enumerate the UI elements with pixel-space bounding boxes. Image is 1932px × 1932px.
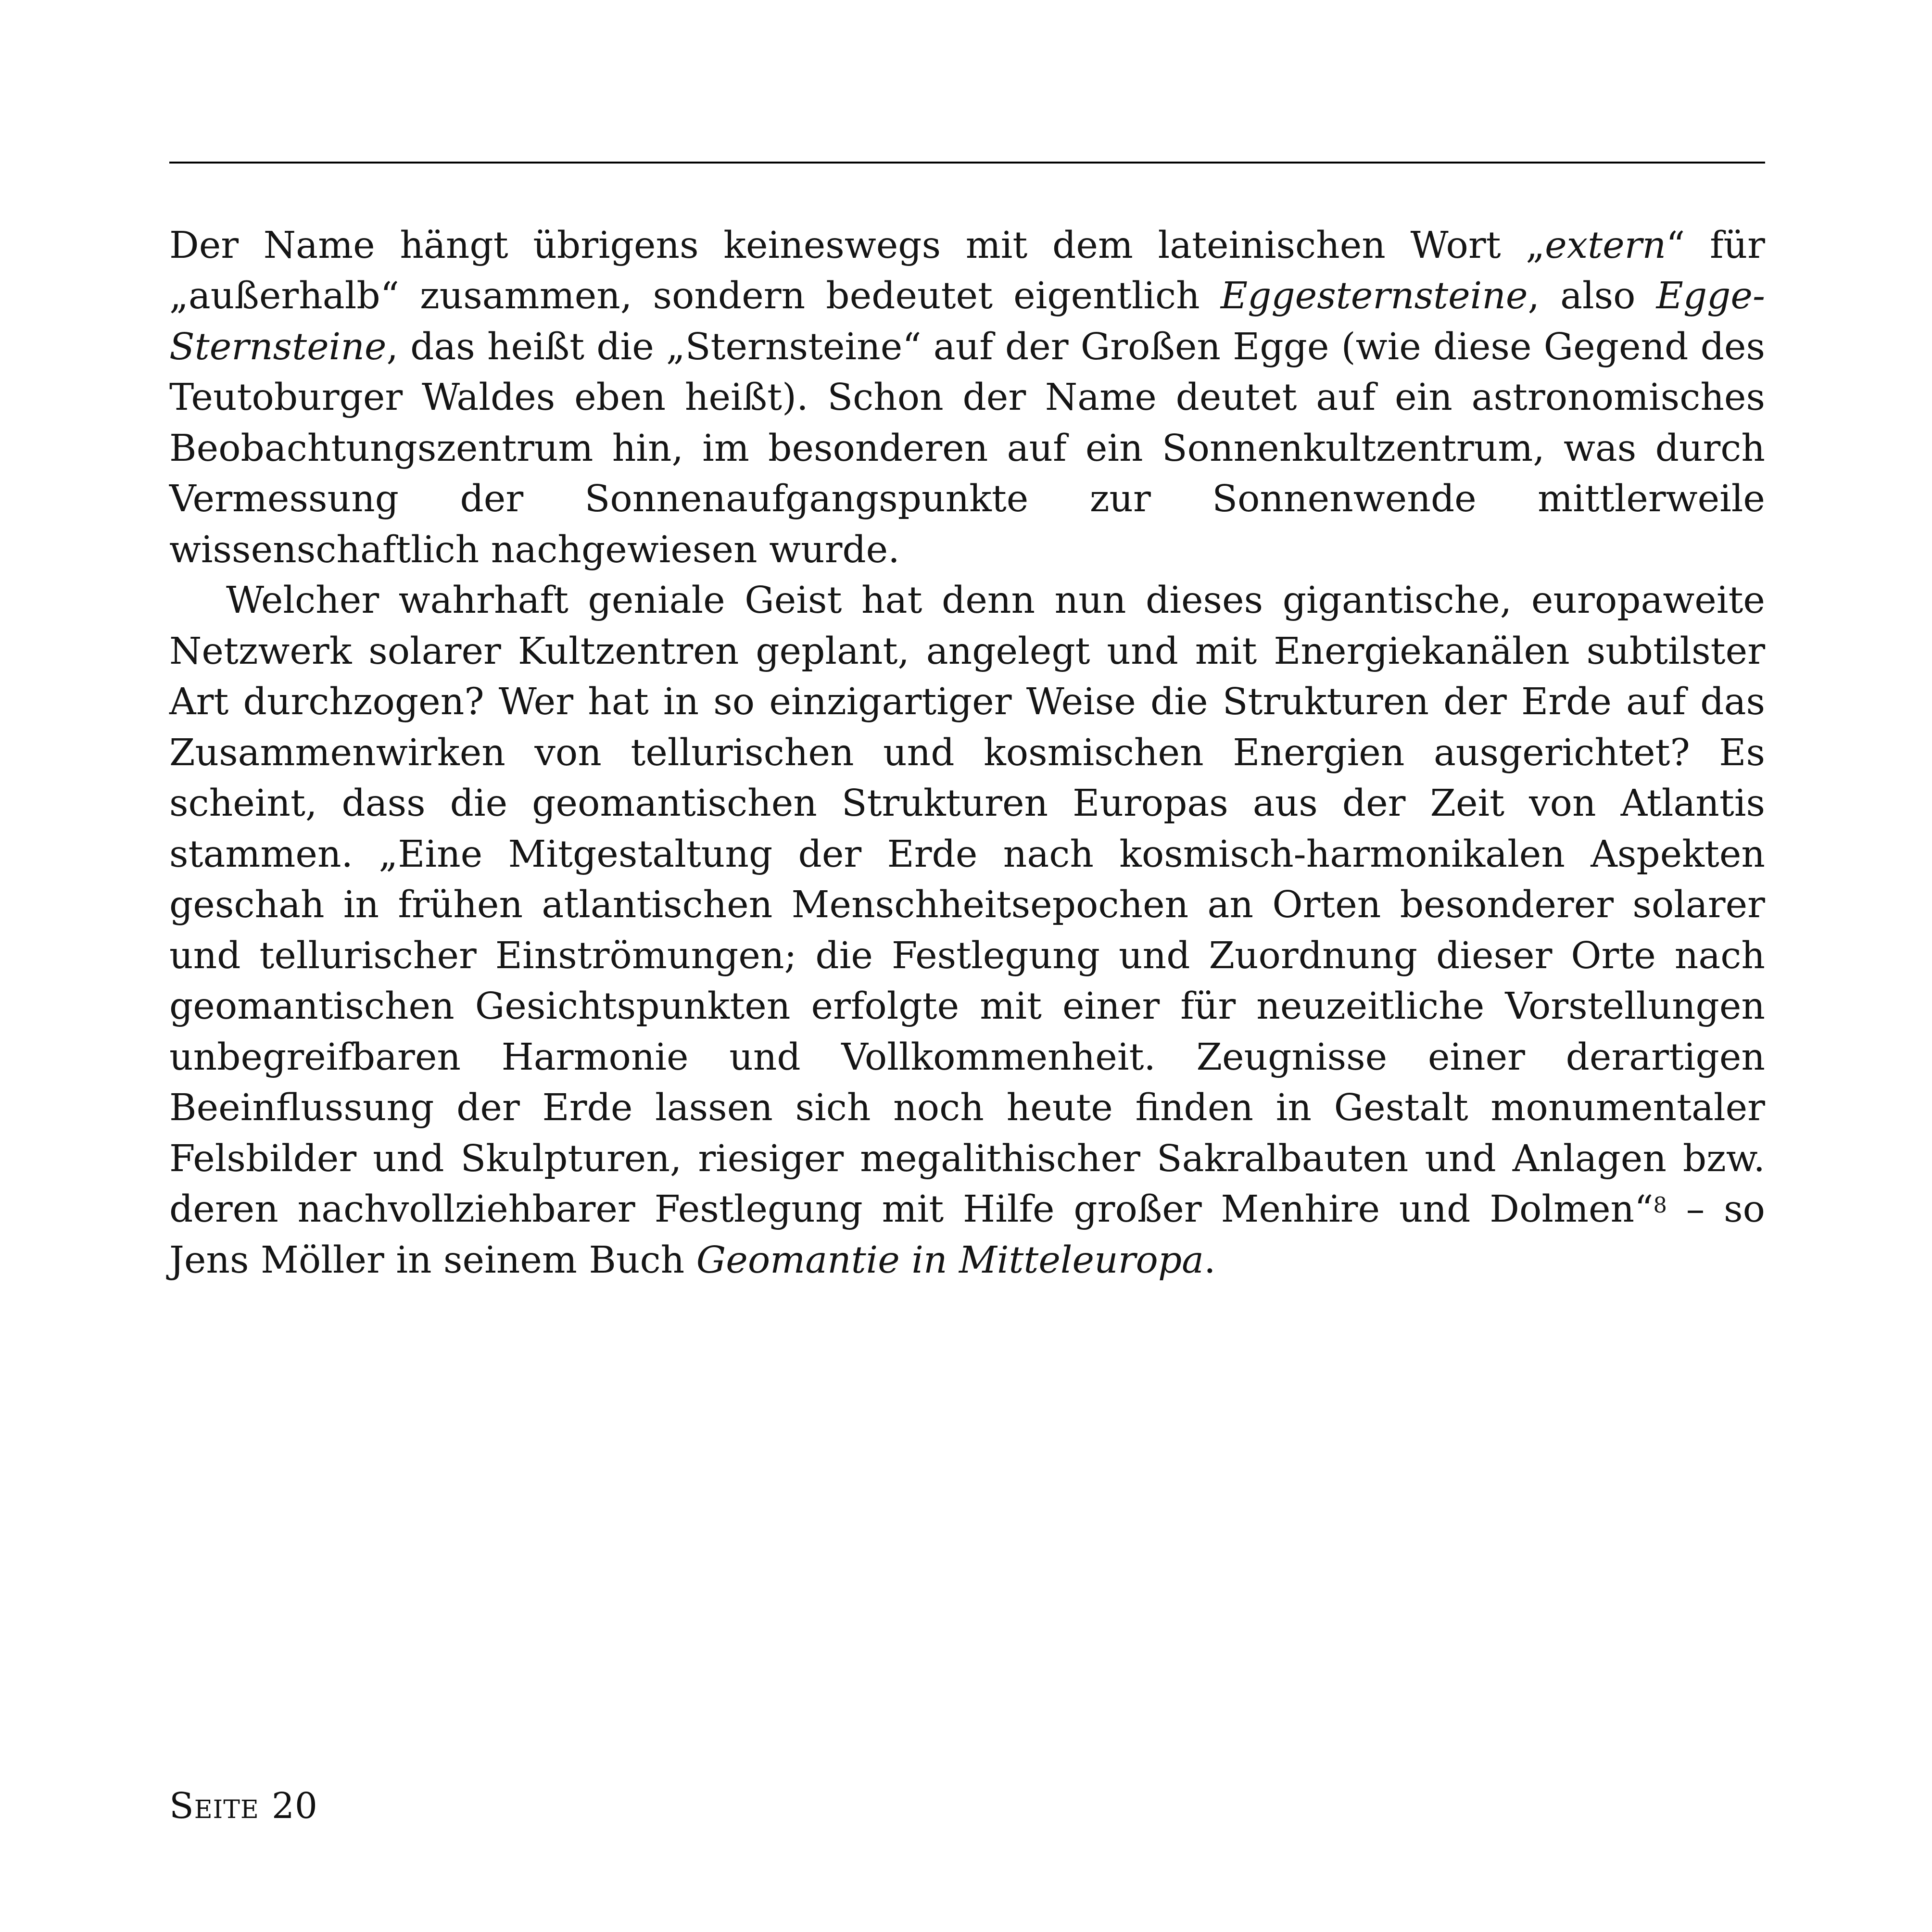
text-run: , das heißt die „Sternsteine“ auf der Großen Egge (wie diese Gegend des Teutoburger Waldes eben heißt). Schon der Name deutet auf ein astronomisches Beobachtungszentrum hin, im besonderen auf ein Sonnenkultzentrum, was durch Vermessung der Sonnenaufgangspunkte zur Sonnenwende mittlerweile wissenschaftlich nachgewiesen wurde. bbox=[169, 325, 1765, 571]
text-run: . bbox=[1204, 1238, 1216, 1282]
text-run: Welcher wahrhaft geniale Geist hat denn nun dieses gigantische, europaweite Netzwerk solarer Kultzentren geplant, angelegt und mit Energiekanälen subtilster Art durchzogen? Wer hat in so einzigartiger Weise die Strukturen der Erde auf das Zusammenwirken von tellurischen und kosmischen Energien ausgerichtet? Es scheint, dass die geomantischen Strukturen Europas aus der Zeit von Atlantis stammen. „Eine Mitgestaltung der Erde nach kosmisch-harmonikalen Aspekten geschah in frühen atlantischen Menschheitsepochen an Orten besonderer solarer und tellurischer Einströmungen; die Festlegung und Zuordnung dieser Orte nach geomantischen Gesichtspunkten erfolgte mit einer für neuzeitliche Vorstellungen unbegreifbaren Harmonie und Vollkommenheit. Zeugnisse einer derartigen Beeinflussung der Erde lassen sich noch heute finden in Gestalt monumentaler Felsbilder und Skulpturen, riesiger megalithischer Sakralbauten und Anlagen bzw. deren nachvollziehbarer Festlegung mit Hilfe großer Menhire und Dolmen“ bbox=[169, 579, 1765, 1231]
footer-page-label: Seite bbox=[169, 1785, 259, 1827]
text-run: Der Name hängt übrigens keineswegs mit dem lateinischen Wort „ bbox=[169, 224, 1545, 267]
emphasized-text: Egge-Sternsteine bbox=[169, 275, 1765, 368]
body-paragraph-1 bbox=[169, 220, 1765, 575]
body-paragraph-2 bbox=[169, 575, 1765, 1286]
header-rule bbox=[169, 162, 1765, 164]
emphasized-text: Geomantie in Mitteleuropa bbox=[696, 1238, 1204, 1282]
emphasized-text: extern bbox=[1545, 224, 1667, 267]
page-body-text bbox=[169, 220, 1765, 1286]
text-run: “ für „außerhalb“ zusammen, sondern bedeutet eigentlich bbox=[169, 224, 1765, 318]
text-run: – so Jens Möller in seinem Buch bbox=[169, 1188, 1766, 1282]
footer-page-number: 20 bbox=[271, 1785, 318, 1827]
footnote-marker: 8 bbox=[1653, 1193, 1667, 1218]
emphasized-text: Eggesternsteine bbox=[1220, 275, 1528, 318]
page-footer bbox=[169, 1785, 318, 1827]
text-run: , also bbox=[1528, 275, 1656, 318]
